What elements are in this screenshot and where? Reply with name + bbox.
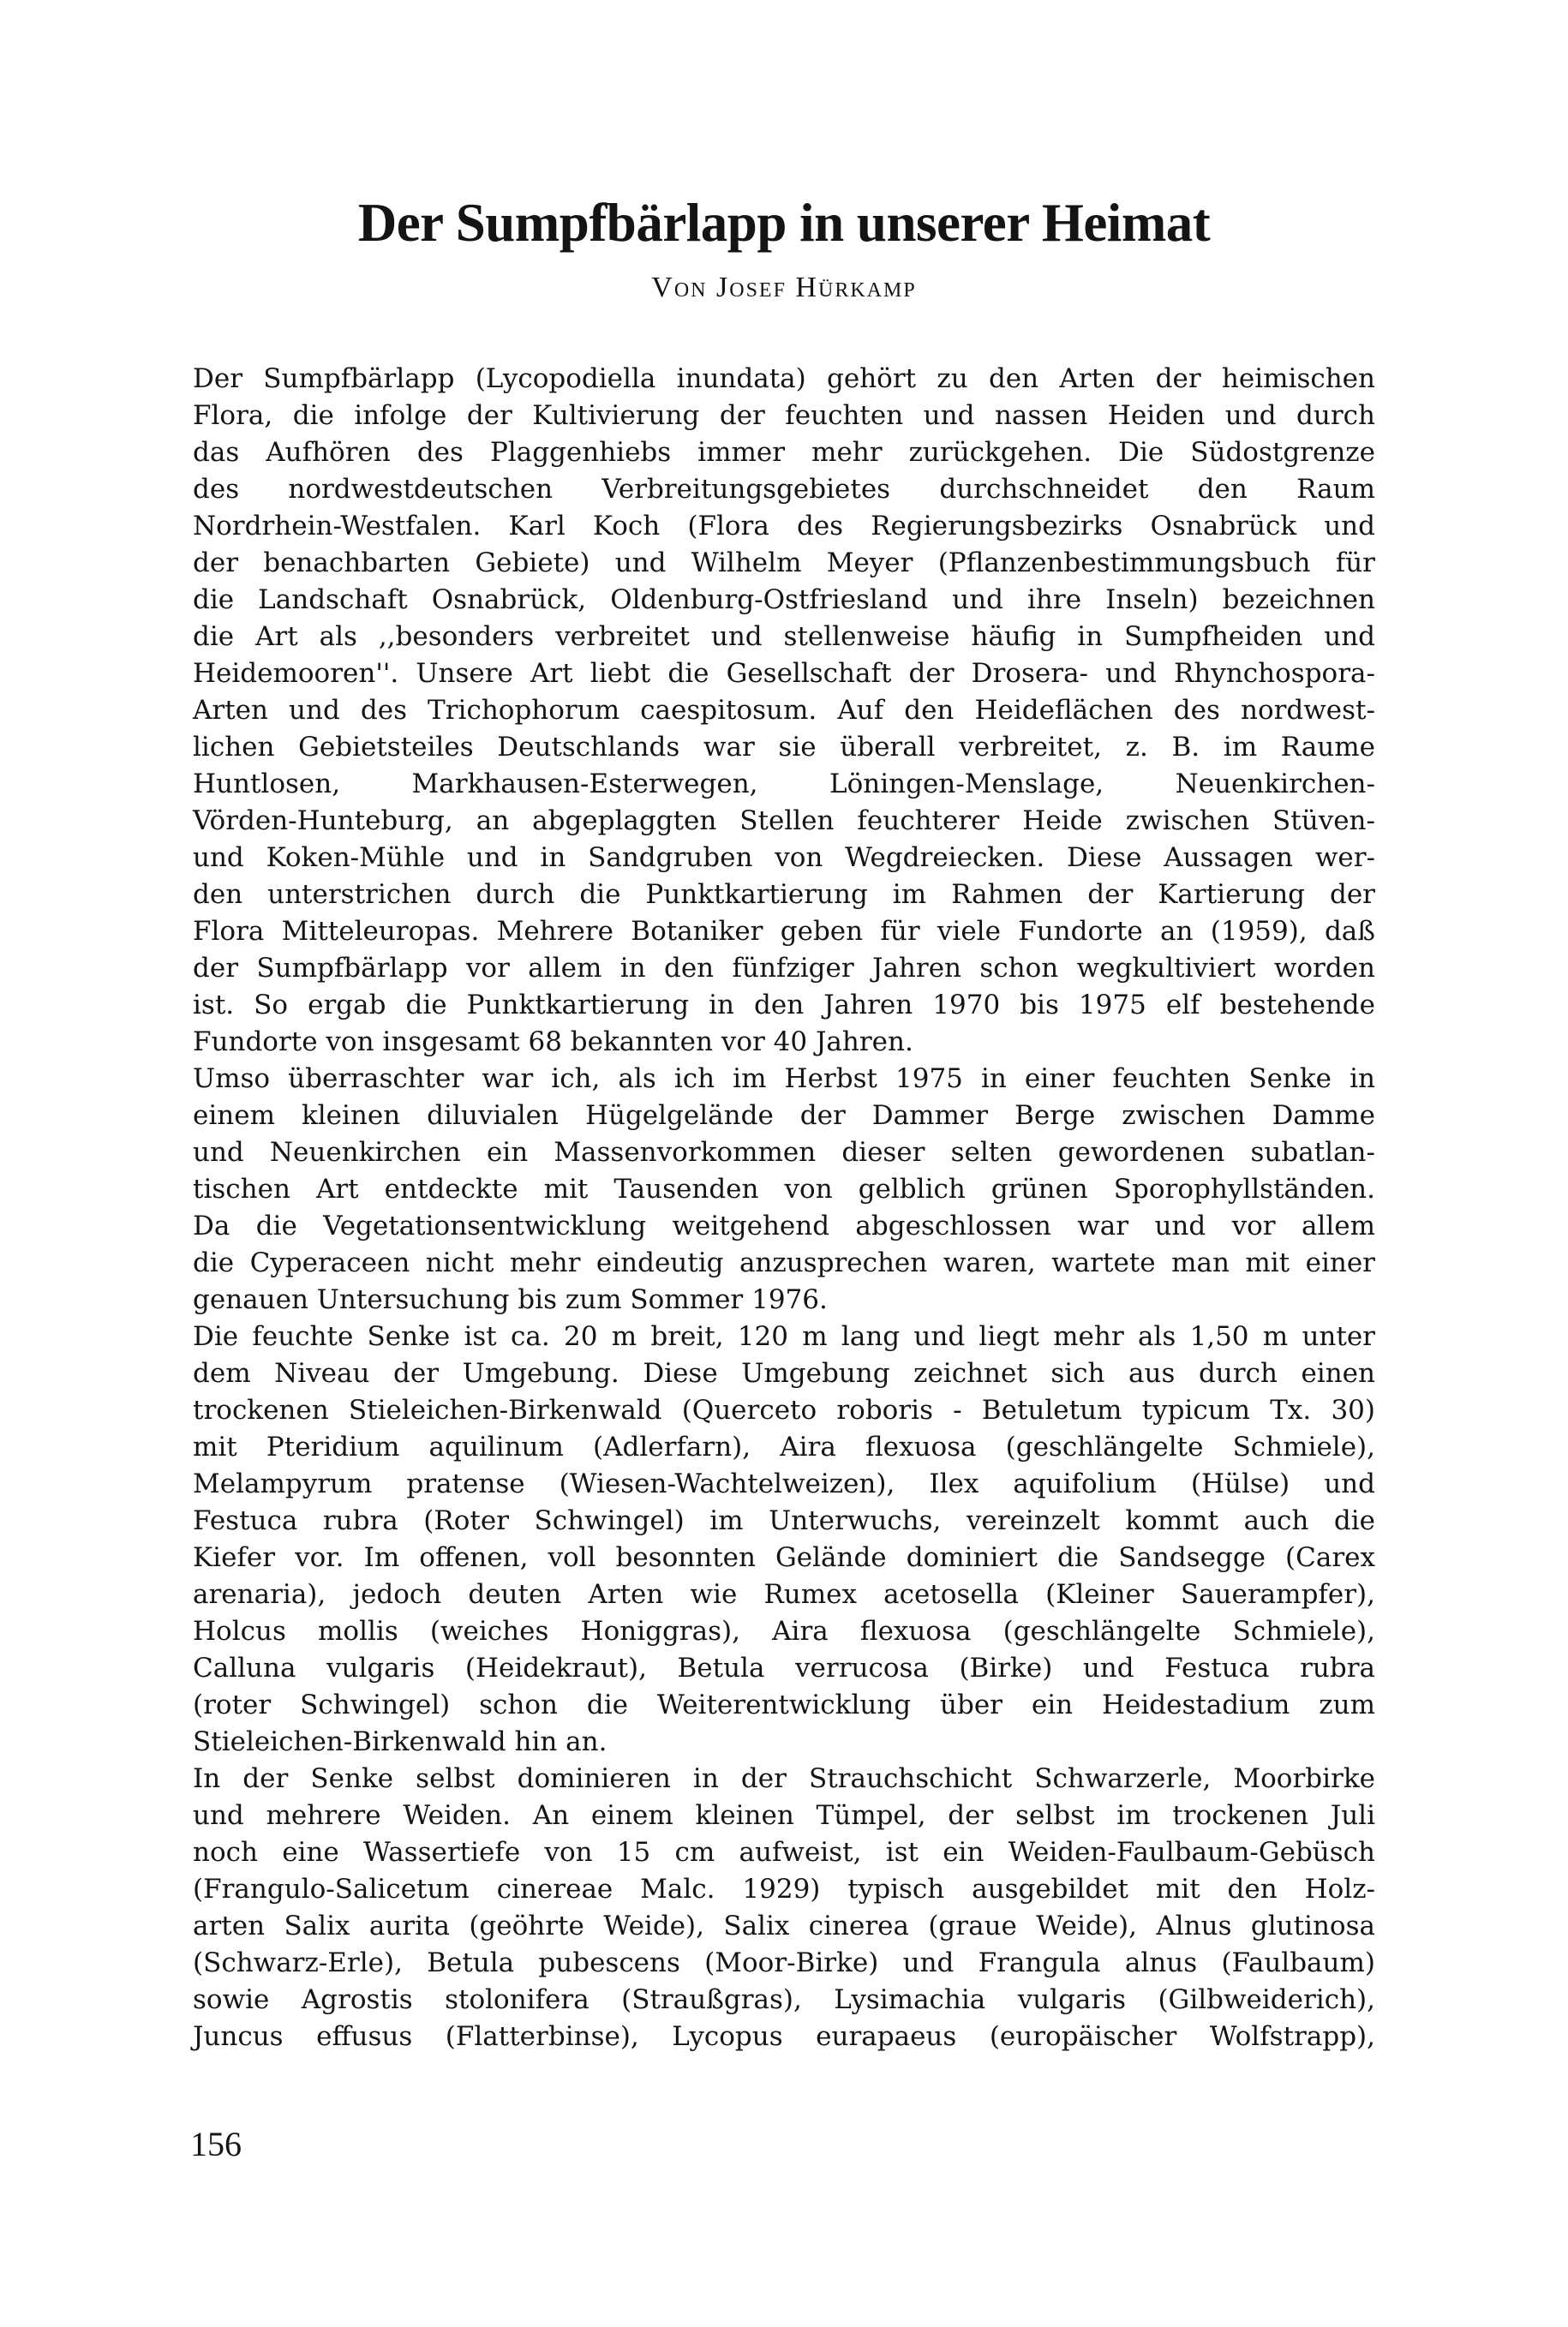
body-line: noch eine Wassertiefe von 15 cm aufweist, ist ein Weiden-Faulbaum-Gebüsch <box>193 1837 1375 1868</box>
body-line: Juncus effusus (Flatterbinse), Lycopus eurapaeus (europäischer Wolfstrapp), <box>193 2021 1375 2052</box>
body-line: die Landschaft Osnabrück, Oldenburg-Ostfriesland und ihre Inseln) bezeichnen <box>193 584 1375 615</box>
body-line: Nordrhein-Westfalen. Karl Koch (Flora des Regierungsbezirks Osnabrück und <box>193 511 1375 541</box>
article-body <box>193 361 1375 2055</box>
body-line: Der Sumpfbärlapp (Lycopodiella inundata) gehört zu den Arten der heimischen <box>193 363 1375 394</box>
body-line: Umso überraschter war ich, als ich im Herbst 1975 in einer feuchten Senke in <box>193 1063 1375 1094</box>
body-line: Calluna vulgaris (Heidekraut), Betula verrucosa (Birke) und Festuca rubra <box>193 1653 1375 1684</box>
body-line: Huntlosen, Markhausen-Esterwegen, Löningen-Menslage, Neuenkirchen- <box>193 769 1375 799</box>
body-line: (Frangulo-Salicetum cinereae Malc. 1929) typisch ausgebildet mit den Holz- <box>193 1874 1375 1905</box>
body-line: (Schwarz-Erle), Betula pubescens (Moor-Birke) und Frangula alnus (Faulbaum) <box>193 1947 1375 1978</box>
body-line: genauen Untersuchung bis zum Sommer 1976. <box>193 1284 828 1315</box>
body-line: das Aufhören des Plaggenhiebs immer mehr zurückgehen. Die Südostgrenze <box>193 437 1375 468</box>
body-line: und mehrere Weiden. An einem kleinen Tümpel, der selbst im trockenen Juli <box>193 1800 1375 1831</box>
body-line: Flora, die infolge der Kultivierung der feuchten und nassen Heiden und durch <box>193 400 1375 431</box>
body-line: dem Niveau der Umgebung. Diese Umgebung zeichnet sich aus durch einen <box>193 1358 1375 1389</box>
body-line: Vörden-Hunteburg, an abgeplaggten Stellen feuchterer Heide zwischen Stüven- <box>193 805 1375 836</box>
body-line: tischen Art entdeckte mit Tausenden von gelblich grünen Sporophyllständen. <box>193 1174 1375 1205</box>
body-line: Festuca rubra (Roter Schwingel) im Unterwuchs, vereinzelt kommt auch die <box>193 1505 1375 1536</box>
body-line: In der Senke selbst dominieren in der Strauchschicht Schwarzerle, Moorbirke <box>193 1763 1375 1794</box>
body-line: lichen Gebietsteiles Deutschlands war sie überall verbreitet, z. B. im Raume <box>193 732 1375 763</box>
body-line: und Koken-Mühle und in Sandgruben von Wegdreiecken. Diese Aussagen wer- <box>193 842 1375 873</box>
body-line: Die feuchte Senke ist ca. 20 m breit, 120 m lang und liegt mehr als 1,50 m unter <box>193 1321 1375 1352</box>
body-line: und Neuenkirchen ein Massenvorkommen dieser selten gewordenen subatlan- <box>193 1137 1375 1168</box>
body-line: die Cyperaceen nicht mehr eindeutig anzusprechen waren, wartete man mit einer <box>193 1247 1375 1278</box>
article-author: Von Josef Hürkamp <box>651 272 917 303</box>
article-title: Der Sumpfbärlapp in unserer Heimat <box>357 193 1211 253</box>
body-line: mit Pteridium aquilinum (Adlerfarn), Aira flexuosa (geschlängelte Schmiele), <box>193 1432 1375 1463</box>
body-line: arenaria), jedoch deuten Arten wie Rumex acetosella (Kleiner Sauerampfer), <box>193 1579 1375 1610</box>
body-line: einem kleinen diluvialen Hügelgelände der Dammer Berge zwischen Damme <box>193 1100 1375 1131</box>
body-line: arten Salix aurita (geöhrte Weide), Salix cinerea (graue Weide), Alnus glutinosa <box>193 1911 1375 1941</box>
body-line: ist. So ergab die Punktkartierung in den Jahren 1970 bis 1975 elf bestehende <box>193 990 1375 1020</box>
body-line: des nordwestdeutschen Verbreitungsgebietes durchschneidet den Raum <box>193 474 1375 505</box>
body-line: den unterstrichen durch die Punktkartierung im Rahmen der Kartierung der <box>193 879 1375 910</box>
body-line: trockenen Stieleichen-Birkenwald (Querceto roboris - Betuletum typicum Tx. 30) <box>193 1395 1375 1426</box>
body-line: Stieleichen-Birkenwald hin an. <box>193 1726 607 1757</box>
body-line: die Art als ,,besonders verbreitet und stellenweise häufig in Sumpfheiden und <box>193 621 1375 652</box>
page-number: 156 <box>190 2125 242 2163</box>
body-line: Da die Vegetationsentwicklung weitgehend abgeschlossen war und vor allem <box>193 1211 1375 1241</box>
body-line: sowie Agrostis stolonifera (Straußgras), Lysimachia vulgaris (Gilbweiderich), <box>193 1984 1375 2015</box>
body-line: Heidemooren''. Unsere Art liebt die Gesellschaft der Drosera- und Rhynchospora- <box>193 658 1375 689</box>
body-line: Melampyrum pratense (Wiesen-Wachtelweizen), Ilex aquifolium (Hülse) und <box>193 1469 1375 1499</box>
body-line: Flora Mitteleuropas. Mehrere Botaniker geben für viele Fundorte an (1959), daß <box>193 916 1375 947</box>
body-line: Kiefer vor. Im offenen, voll besonnten Gelände dominiert die Sandsegge (Carex <box>193 1542 1375 1573</box>
body-line: Fundorte von insgesamt 68 bekannten vor 40 Jahren. <box>193 1026 913 1057</box>
body-line: Holcus mollis (weiches Honiggras), Aira flexuosa (geschlängelte Schmiele), <box>193 1616 1375 1647</box>
body-line: (roter Schwingel) schon die Weiterentwicklung über ein Heidestadium zum <box>193 1690 1375 1720</box>
body-line: Arten und des Trichophorum caespitosum. Auf den Heideflächen des nordwest- <box>193 695 1375 726</box>
body-line: der benachbarten Gebiete) und Wilhelm Meyer (Pflanzenbestimmungsbuch für <box>193 547 1375 578</box>
body-line: der Sumpfbärlapp vor allem in den fünfziger Jahren schon wegkultiviert worden <box>193 953 1375 984</box>
